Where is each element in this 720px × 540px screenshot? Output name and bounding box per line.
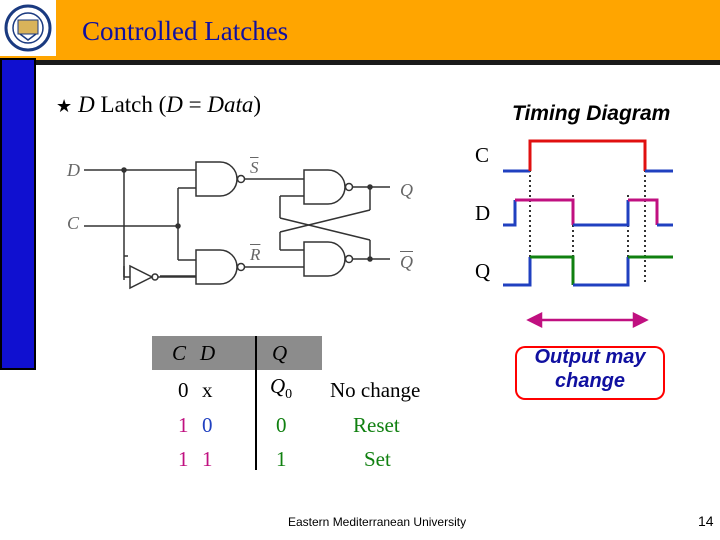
page-number: 14 xyxy=(698,513,714,529)
tt-row2-d: 0 xyxy=(202,413,213,437)
bullet-d: D xyxy=(166,92,183,117)
bullet-prefix: D xyxy=(78,92,95,117)
tt-row2-q: 0 xyxy=(276,413,287,437)
tt-row1-q: $Q_0$ xyxy=(270,374,293,403)
note-line-1: Output may xyxy=(534,346,646,368)
note-line-2: change xyxy=(554,370,626,392)
sidebar-decoration xyxy=(0,58,36,370)
timing-diagram-title: Timing Diagram xyxy=(512,102,671,125)
signal-label-d: D xyxy=(475,201,491,225)
timing-diagram xyxy=(495,135,685,330)
signal-d-wave xyxy=(503,200,673,225)
tt-header-q: Q xyxy=(272,341,288,365)
bullet-data: Data xyxy=(207,92,254,117)
output-may-change-note xyxy=(515,346,665,400)
inverter-gate xyxy=(130,266,158,288)
circuit-label-r-bar: $\overline{R}$ xyxy=(250,245,261,264)
tt-header-d: D xyxy=(200,341,216,365)
d-latch-circuit xyxy=(60,148,430,298)
star-bullet-icon: ★ xyxy=(56,96,73,116)
output-window-arrow xyxy=(529,314,646,326)
circuit-label-s-bar: $\overline{S}$ xyxy=(250,158,259,177)
circuit-label-q: Q xyxy=(400,180,413,200)
signal-q-wave xyxy=(503,257,673,285)
signal-c-wave xyxy=(503,141,673,171)
tt-row2-c: 1 xyxy=(178,413,189,437)
tt-row3-d: 1 xyxy=(202,447,213,471)
bullet-heading xyxy=(56,92,261,118)
tt-row3-c: 1 xyxy=(178,447,189,471)
circuit-label-q-bar: $\overline{Q}$ xyxy=(400,252,413,272)
bullet-mid: Latch ( xyxy=(94,92,167,117)
tt-header-c: C xyxy=(172,341,187,365)
tt-row3-desc: Set xyxy=(364,447,391,471)
signal-label-c: C xyxy=(475,143,490,167)
circuit-label-c: C xyxy=(67,213,80,233)
bullet-eq: = xyxy=(182,92,208,117)
truth-table-divider xyxy=(255,336,257,470)
signal-label-q: Q xyxy=(475,259,491,283)
tt-row3-q: 1 xyxy=(276,447,287,471)
circuit-label-d: D xyxy=(67,160,80,180)
tt-row2-desc: Reset xyxy=(353,413,400,437)
bullet-close: ) xyxy=(253,92,262,117)
title-underline xyxy=(36,60,720,65)
tt-row1-desc: No change xyxy=(330,378,421,402)
footer-university: Eastern Mediterranean University xyxy=(288,515,467,529)
tt-row1-d: x xyxy=(202,378,213,402)
tt-row1-c: 0 xyxy=(178,378,189,402)
university-logo xyxy=(0,0,56,56)
slide-title: Controlled Latches xyxy=(82,16,289,46)
